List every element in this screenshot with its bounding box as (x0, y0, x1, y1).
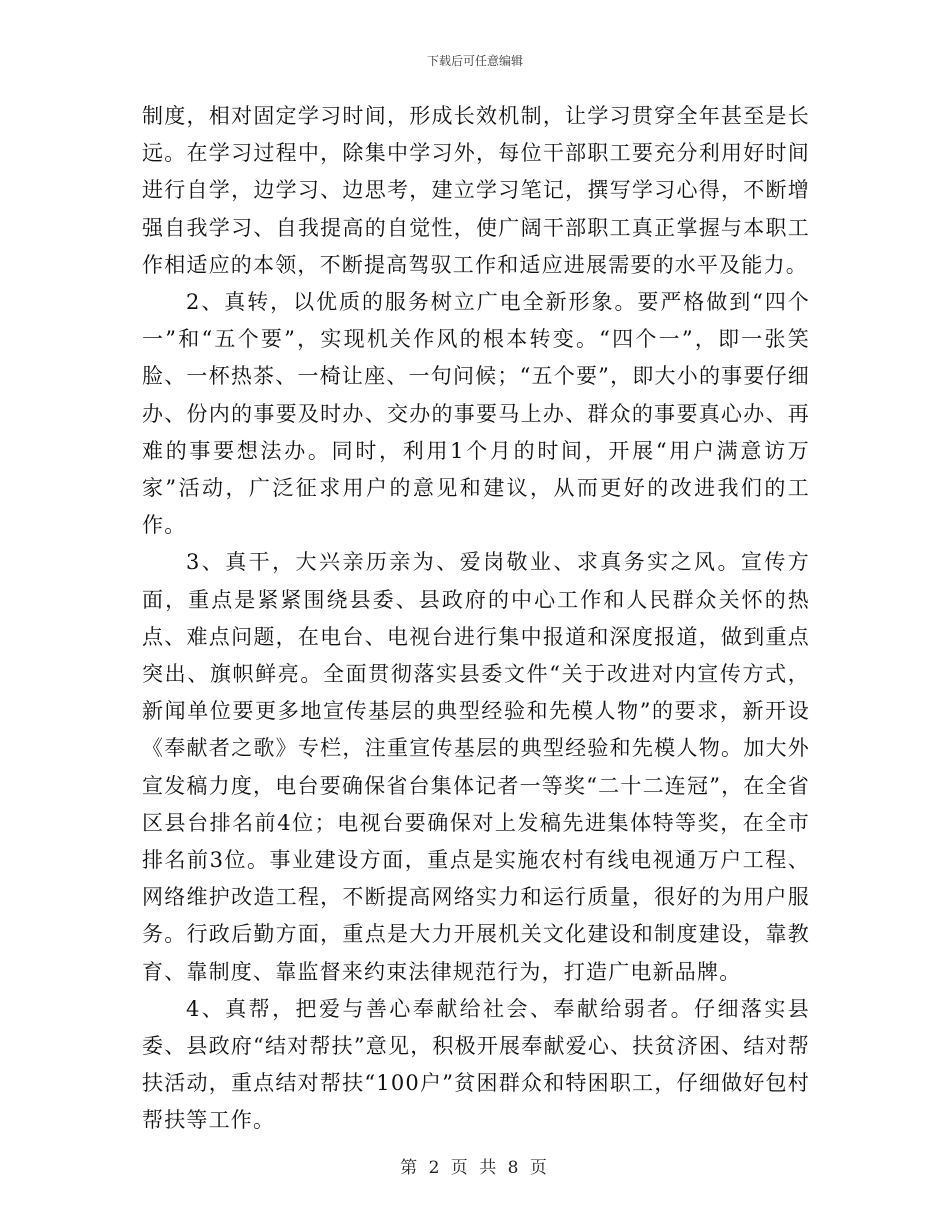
paragraph-4: 4、真帮，把爱与善心奉献给社会、奉献给弱者。仔细落实县委、县政府“结对帮扶”意见，积极开展奉献爱心、扶贫济困、结对帮扶活动，重点结对帮扶“100户”贫困群众和特困职工，仔细做好包村帮扶等工作。 (142, 996, 810, 1133)
document-body (142, 98, 810, 1140)
paragraph-2: 2、真转，以优质的服务树立广电全新形象。要严格做到“四个一”和“五个要”，实现机关作风的根本转变。“四个一”，即一张笑脸、一杯热茶、一椅让座、一句问候；“五个要”，即大小的事要仔细办、份内的事要及时办、交办的事要马上办、群众的事要真心办、再难的事要想法办。同时，利用1个月的时间，开展“用户满意访万家”活动，广泛征求用户的意见和建议，从而更好的改进我们的工作。 (142, 290, 810, 538)
paragraph-3: 3、真干，大兴亲历亲为、爱岗敬业、求真务实之风。宣传方面，重点是紧紧围绕县委、县政府的中心工作和人民群众关怀的热点、难点问题，在电台、电视台进行集中报道和深度报道，做到重点突出、旗帜鲜亮。全面贯彻落实县委文件“关于改进对内宣传方式，新闻单位要更多地宣传基层的典型经验和先模人物”的要求，新开设《奉献者之歌》专栏，注重宣传基层的典型经验和先模人物。加大外宣发稿力度，电台要确保省台集体记者一等奖“二十二连冠”，在全省区县台排名前4位；电视台要确保对上发稿先进集体特等奖，在全市排名前3位。事业建设方面，重点是实施农村有线电视通万户工程、网络维护改造工程，不断提高网络实力和运行质量，很好的为用户服务。行政后勤方面，重点是大力开展机关文化建设和制度建设，靠教育、靠制度、靠监督来约束法律规范行为，打造广电新品牌。 (142, 550, 810, 984)
page-number-footer: 第 2 页 共 8 页 (400, 1158, 550, 1178)
page-header-note: 下载后可任意编辑 (426, 54, 523, 68)
paragraph-1: 制度，相对固定学习时间，形成长效机制，让学习贯穿全年甚至是长远。在学习过程中，除集中学习外，每位干部职工要充分利用好时间进行自学，边学习、边思考，建立学习笔记，撰写学习心得，不断增强自我学习、自我提高的自觉性，使广阔干部职工真正掌握与本职工作相适应的本领，不断提高驾驭工作和适应进展需要的水平及能力。 (142, 104, 810, 277)
